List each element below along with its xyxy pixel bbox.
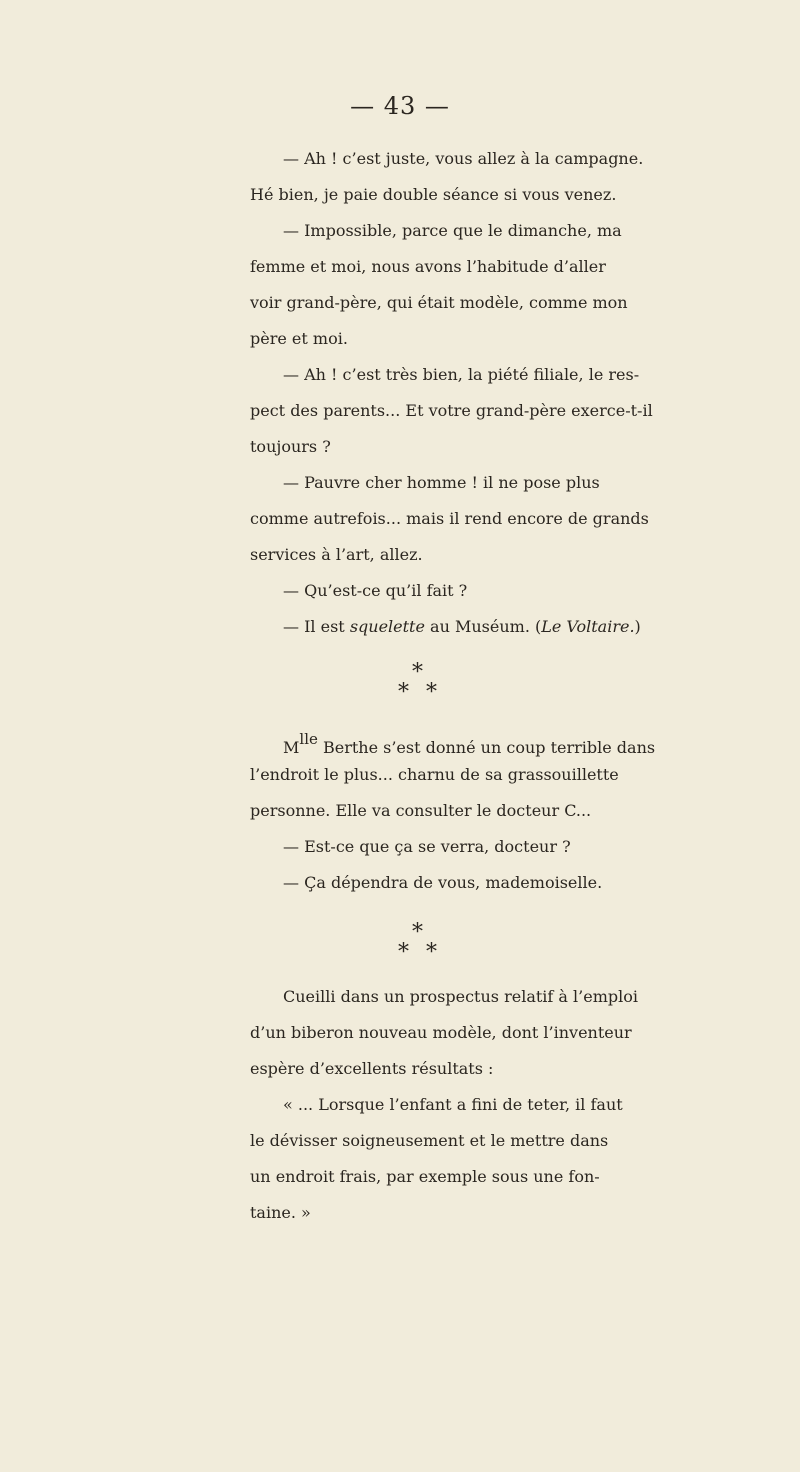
text-line: un endroit frais, par exemple sous une fon- [250,1167,600,1186]
title-abbrev: M [283,738,300,757]
text-span: ) [634,617,641,636]
separator-star: * [412,660,423,685]
text-line: — Ah ! c’est très bien, la piété filiale, le res- [283,365,640,384]
text-line: toujours ? [250,437,331,456]
text-line: « ... Lorsque l’enfant a fini de teter, il faut [283,1095,623,1114]
text-span: — Il est [283,617,350,636]
text-line: taine. » [250,1203,311,1222]
italic-word: squelette [349,617,425,636]
text-line: comme autrefois... mais il rend encore de grands [250,509,649,528]
text-line: espère d’excellents résultats : [250,1059,494,1078]
text-line: — Qu’est-ce qu’il fait ? [283,581,468,600]
text-line: d’un biberon nouveau modèle, dont l’inventeur [250,1023,632,1042]
source-citation: Le Voltaire. [541,617,635,636]
text-line: — Pauvre cher homme ! il ne pose plus [283,473,600,492]
text-line [283,724,792,763]
text-line: père et moi. [250,329,348,348]
separator-star: * [412,920,423,945]
text-line: Cueilli dans un prospectus relatif à l’emploi [283,987,638,1006]
text-span: au Muséum. ( [424,617,542,636]
text-line: services à l’art, allez. [250,545,423,564]
text-line: voir grand-père, qui était modèle, comme mon [250,293,628,312]
separator-star: * [398,680,409,705]
text-line: — Ah ! c’est juste, vous allez à la campagne. [283,149,644,168]
text-line: Hé bien, je paie double séance si vous venez. [250,185,617,204]
text-line: l’endroit le plus... charnu de sa grassouillette [250,765,619,784]
text-span: Berthe s’est donné un coup terrible dans [317,738,656,757]
separator-star: * [398,940,409,965]
text-line: femme et moi, nous avons l’habitude d’aller [250,257,606,276]
separator-star: * [426,940,437,965]
title-superscript: lle [299,730,318,748]
text-line: — Est-ce que ça se verra, docteur ? [283,837,571,856]
text-line: — Impossible, parce que le dimanche, ma [283,221,622,240]
text-line: le dévisser soigneusement et le mettre dans [250,1131,609,1150]
page-number: — 43 — [350,92,450,120]
text-line: — Ça dépendra de vous, mademoiselle. [283,873,603,892]
text-line: pect des parents... Et votre grand-père exerce-t-il [250,401,653,420]
text-line [283,612,792,642]
separator-star: * [426,680,437,705]
text-line: personne. Elle va consulter le docteur C... [250,801,592,820]
